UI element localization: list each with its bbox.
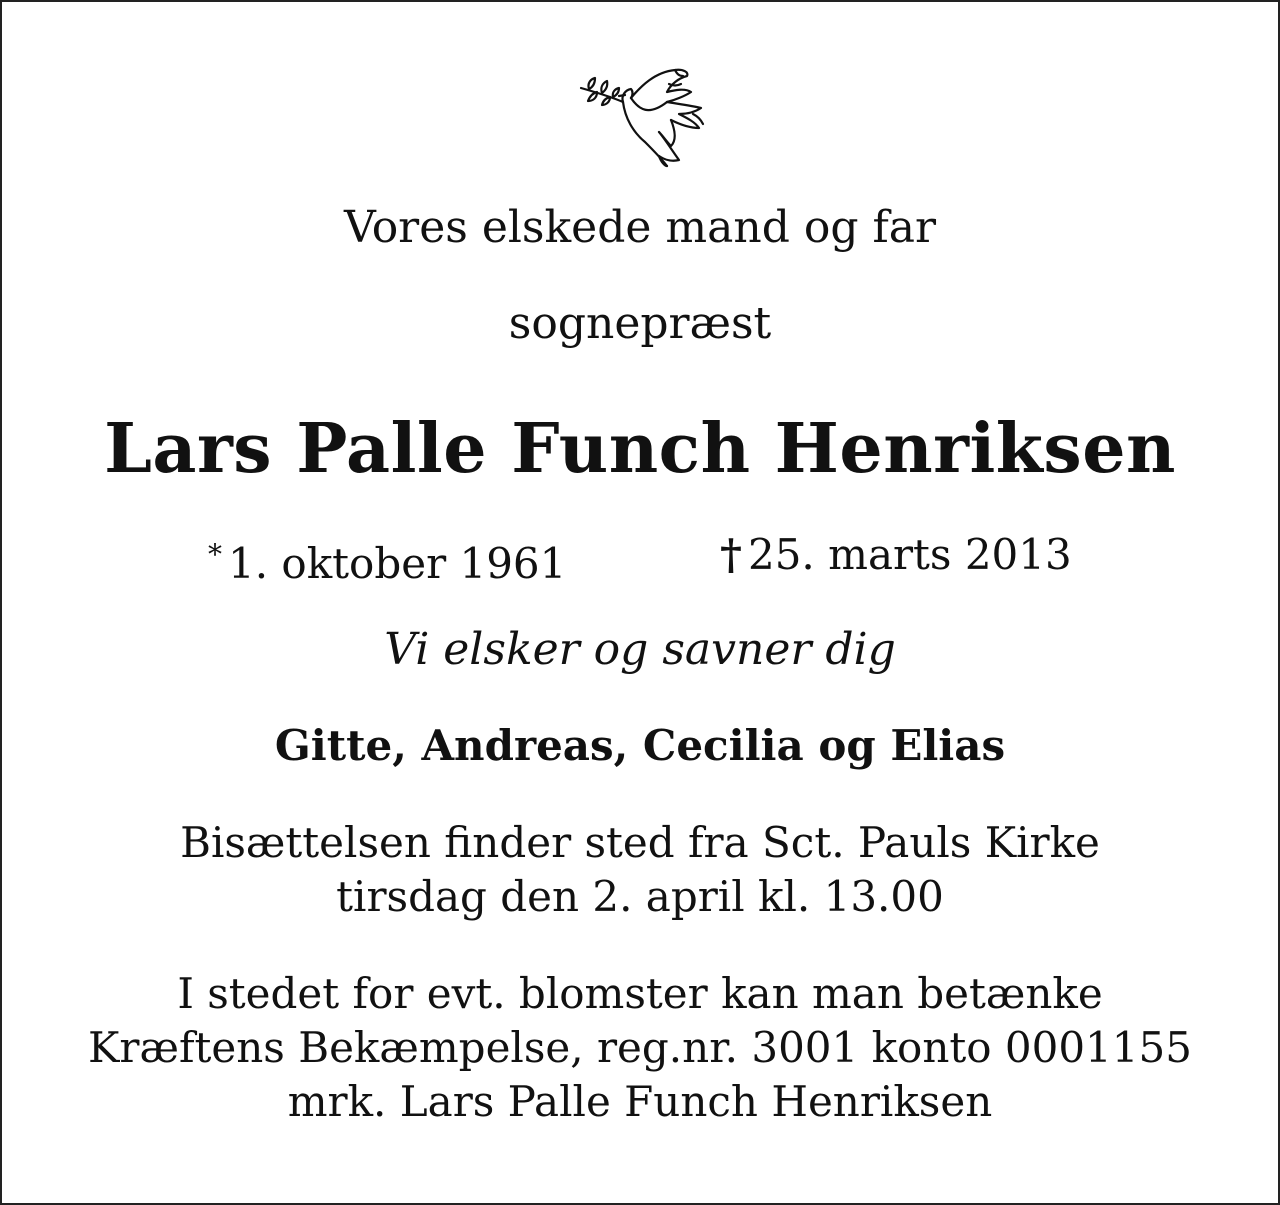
dove-with-olive-branch-icon: [575, 62, 711, 172]
funeral-line-1: Bisættelsen finder sted fra Sct. Pauls Kirke: [180, 818, 1100, 867]
death-date: 25. marts 2013: [747, 530, 1072, 579]
birth-symbol: *: [208, 538, 222, 571]
birth-date-line: [208, 527, 566, 592]
donation-line-1: I stedet for evt. blomster kan man betænke: [177, 969, 1103, 1018]
intro-line: Vores elskede mand og far: [343, 202, 937, 253]
donation-info: [2, 967, 1278, 1129]
motto-line: Vi elsker og savner dig: [384, 624, 896, 675]
funeral-info: [2, 816, 1278, 924]
cross-symbol: †: [720, 530, 742, 579]
donation-line-2: Kræftens Bekæmpelse, reg.nr. 3001 konto 0001155: [88, 1023, 1192, 1072]
family-names: Gitte, Andreas, Cecilia og Elias: [274, 721, 1006, 770]
donation-line-3: mrk. Lars Palle Funch Henriksen: [287, 1077, 993, 1126]
birth-date: 1. oktober 1961: [228, 539, 567, 588]
occupation-title: sognepræst: [508, 298, 772, 349]
funeral-line-2: tirsdag den 2. april kl. 13.00: [336, 872, 944, 921]
death-date-line: [720, 527, 1072, 583]
deceased-name: Lars Palle Funch Henriksen: [104, 409, 1176, 489]
